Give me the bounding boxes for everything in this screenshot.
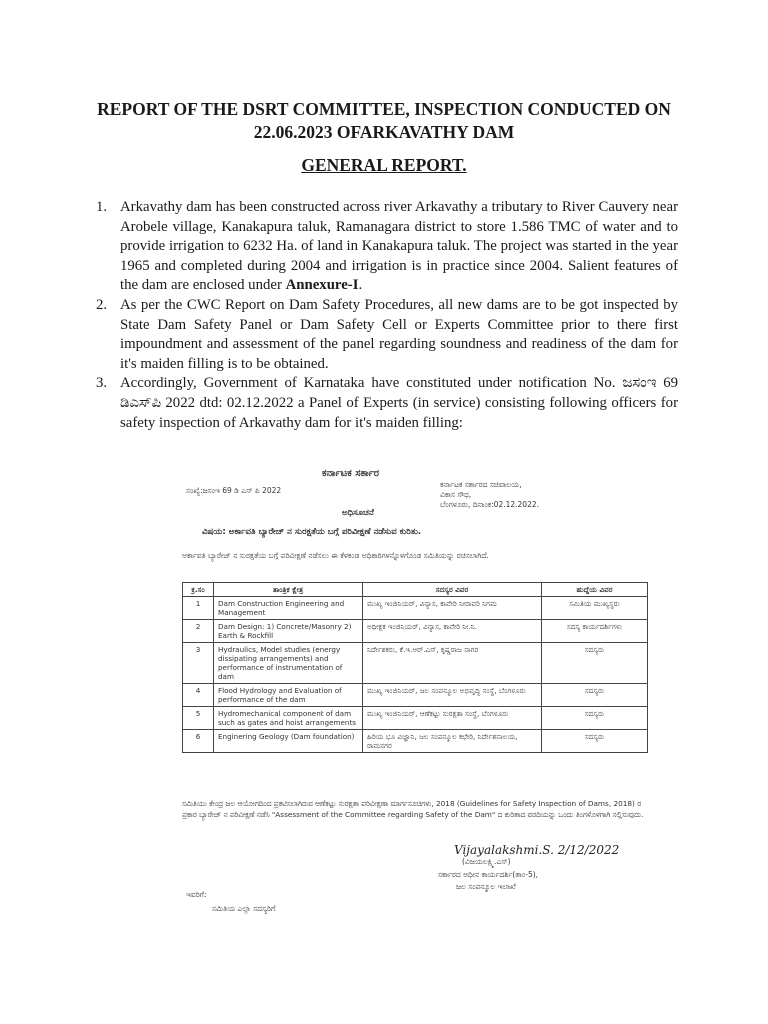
row-number: 3 — [183, 643, 214, 684]
row-role: ಸಮಿತಿಯ ಮುಖ್ಯಸ್ಥರು — [542, 597, 648, 620]
table-row — [183, 707, 648, 730]
row-role: ಸದಸ್ಯರು — [542, 684, 648, 707]
row-role: ಸದಸ್ಯರು — [542, 707, 648, 730]
row-field: Enginering Geology (Dam foundation) — [214, 730, 363, 753]
list-item — [92, 374, 678, 433]
row-member: ನಿರ್ದೇಶಕರು, ಕೆ.ಇ.ಆರ್.ಎಸ್, ಕೃಷ್ಣರಾಜ ಸಾಗರ — [363, 643, 542, 684]
table-header: ಸದಸ್ಯರ ವಿವರ — [363, 583, 542, 597]
row-field: Hydromechanical component of dam such as gates and hoist arrangements — [214, 707, 363, 730]
signature: Vijayalakshmi.S. 2/12/2022 — [454, 843, 620, 857]
scanned-notification — [172, 462, 662, 932]
list-number: 3. — [96, 375, 108, 392]
table-row — [183, 684, 648, 707]
annexure-reference: Annexure-I — [285, 277, 359, 294]
numbered-list — [92, 198, 678, 433]
list-text: Arkavathy dam has been constructed across river Arkavathy a tributary to River Cauvery near Arobele village, Kanakapura taluk, Ramanagara district to store 1.586 TMC of water and to provide irrigation to 6232 Ha. of land in Kanakapura taluk. The project was started in the year 1965 and completed during 2004 and irrigation is in practice since 2004. Salient features of the dam are enclosed under — [120, 199, 678, 294]
row-member: ಮುಖ್ಯ ಇಂಜಿನಿಯರ್, ಜಲ ಸಂಪನ್ಮೂಲ ಅಭಿವೃದ್ಧಿ ಸಂಸ್ಥೆ, ಬೆಂಗಳೂರು — [363, 684, 542, 707]
table-header: ಕ್ರ.ಸಂ — [183, 583, 214, 597]
recipient-label: ಇವರಿಗೆ: — [186, 890, 207, 899]
report-title-line-1: REPORT OF THE DSRT COMMITTEE, INSPECTION CONDUCTED ON — [97, 99, 671, 119]
table-row — [183, 597, 648, 620]
committee-table — [182, 582, 648, 753]
row-role: ಸದಸ್ಯರು — [542, 643, 648, 684]
scan-address-line: ಕರ್ನಾಟಕ ಸರ್ಕಾರದ ಸಚಿವಾಲಯ, — [440, 480, 522, 489]
row-number: 5 — [183, 707, 214, 730]
list-number: 2. — [96, 296, 108, 313]
row-field: Dam Construction Engineering and Management — [214, 597, 363, 620]
row-member: ಅಧೀಕ್ಷಕ ಇಂಜಿನಿಯರ್, ವಿನ್ಯಾಸ, ಕಾವೇರಿ ನೀ.ನಿ. — [363, 620, 542, 643]
list-text: Accordingly, Government of Karnataka have constituted under notification No. ಜಸಂಇ 69 ಡಿಎಸ್‌ಪಿ 2022 dtd: 02.12.2022 a Panel of Experts (in service) consisting following officers for safety inspection of Arkavathy dam for it's maiden filling: — [120, 375, 678, 431]
list-text: As per the CWC Report on Dam Safety Procedures, all new dams are to be got inspected by State Dam Safety Panel or Dam Safety Cell or Experts Committee prior to there first impoundment and assessment of the panel regarding soundness and readiness of the dam for it's maiden filling is to be obtained. — [120, 296, 678, 372]
list-number: 1. — [96, 199, 108, 215]
list-text-tail: . — [358, 277, 363, 294]
row-role: ಸದಸ್ಯರು — [542, 730, 648, 753]
row-field: Flood Hydrology and Evaluation of performance of the dam — [214, 684, 363, 707]
scan-subject: ವಿಷಯ: ಅರ್ಕಾವತಿ ಬ್ಯಾರೇಜ್ ನ ಸುರಕ್ಷತೆಯ ಬಗ್ಗೆ ಪರಿವೀಕ್ಷಣೆ ನಡೆಸುವ ಕುರಿತು. — [202, 527, 422, 537]
row-member: ಮುಖ್ಯ ಇಂಜಿನಿಯರ್, ಆಣೆಕಟ್ಟು ಸುರಕ್ಷತಾ ಸಂಸ್ಥೆ, ಬೆಂಗಳೂರು — [363, 707, 542, 730]
table-header: ತಾಂತ್ರಿಕ ಕ್ಷೇತ್ರ — [214, 583, 363, 597]
signatory-name: (ವಿಜಯಲಕ್ಷ್ಮಿ.ಎಸ್) — [462, 857, 511, 866]
section-heading: GENERAL REPORT. — [301, 155, 467, 175]
report-title-line-2: 22.06.2023 OFARKAVATHY DAM — [253, 122, 515, 142]
table-header-row — [183, 583, 648, 597]
table-row — [183, 643, 648, 684]
scan-reference-number: ಸಂಖ್ಯೆ:ಜಸಂಇ 69 ಡಿ ಎಸ್ ಪಿ 2022 — [186, 486, 282, 495]
row-field: Hydraulics, Model studies (energy dissipating arrangements) and performance of instrumentation of dam — [214, 643, 363, 684]
scan-notification-heading: ಅಧಿಸೂಚನೆ — [342, 508, 374, 518]
row-role: ಸದಸ್ಯ ಕಾರ್ಯದರ್ಶಿಗಳು — [542, 620, 648, 643]
report-title — [90, 98, 678, 144]
list-item — [92, 296, 678, 374]
row-number: 6 — [183, 730, 214, 753]
recipient: ಸಮಿತಿಯ ಎಲ್ಲಾ ಸದಸ್ಯರಿಗೆ — [212, 904, 276, 913]
table-row — [183, 620, 648, 643]
scan-address-line: ವಿಕಾಸ ಸೌಧ, — [440, 490, 472, 499]
list-item — [92, 198, 678, 296]
table-header: ಹುದ್ದೆಯ ವಿವರ — [542, 583, 648, 597]
scan-footer-text: ಸಮಿತಿಯು ಕೇಂದ್ರ ಜಲ ಆಯೋಗದಿಂದ ಪ್ರಕಟಿಸಲಾಗಿರುವ ಆಣೆಕಟ್ಟು ಸುರಕ್ಷತಾ ಪರಿವೀಕ್ಷಣಾ ಮಾರ್ಗಸೂಚಿಗಳು, 2018 (Guidelines for Safety Inspection of Dams, 2018) ರ ಪ್ರಕಾರ ಬ್ಯಾರೇಜ್ ನ ಪರಿವೀಕ್ಷಣೆ ನಡೆಸಿ "Assessment of the Committee regarding Safety of the Dam" ದ ಕುರಿತಾದ ವರದಿಯನ್ನು ಒಂದು ತಿಂಗಳೊಳಗಾಗಿ ಸಲ್ಲಿಸುವುದು. — [182, 799, 644, 819]
signatory-designation: ಸರ್ಕಾರದ ಅಧೀನ ಕಾರ್ಯದರ್ಶಿ(ತಾಂ-5), — [438, 870, 539, 879]
scan-address — [440, 480, 539, 510]
row-field: Dam Design: 1) Concrete/Masonry 2) Earth & Rockfill — [214, 620, 363, 643]
scan-header: ಕರ್ನಾಟಕ ಸರ್ಕಾರ — [322, 468, 380, 479]
row-member: ಹಿರಿಯ ಭೂ ವಿಜ್ಞಾನಿ, ಜಲ ಸಂಪನ್ಮೂಲ ಕಛೇರಿ, ನಿರ್ದೇಶನಾಲಯ, ರಾಮನಗರ — [363, 730, 542, 753]
row-member: ಮುಖ್ಯ ಇಂಜಿನಿಯರ್, ವಿನ್ಯಾಸ, ಕಾವೇರಿ ನೀರಾವರಿ ನಿಗಮ — [363, 597, 542, 620]
scan-date-line: ಬೆಂಗಳೂರು, ದಿನಾಂಕ:02.12.2022. — [440, 500, 539, 509]
signatory-department: ಜಲ ಸಂಪನ್ಮೂಲ ಇಲಾಖೆ — [456, 882, 516, 891]
row-number: 4 — [183, 684, 214, 707]
table-row — [183, 730, 648, 753]
scan-intro: ಅರ್ಕಾವತಿ ಬ್ಯಾರೇಜ್ ನ ಸುರಕ್ಷತೆಯ ಬಗ್ಗೆ ಪರಿವೀಕ್ಷಣೆ ನಡೆಸಲು ಈ ಕೆಳಕಂಡ ಅಧಿಕಾರಿಗಳನ್ನೊಳಗೊಂಡ ಸಮಿತಿಯನ್ನು ರಚಿಸಲಾಗಿದೆ. — [182, 551, 489, 560]
row-number: 1 — [183, 597, 214, 620]
row-number: 2 — [183, 620, 214, 643]
